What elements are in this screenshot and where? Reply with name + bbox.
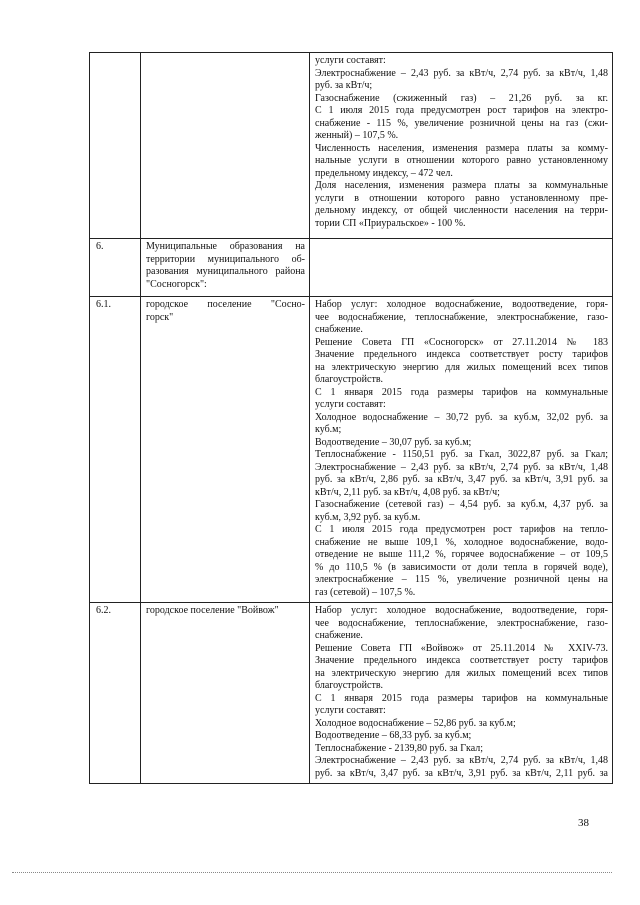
municipality-name-line: "Сосногорск":	[146, 278, 207, 290]
tariff-details-line: нальные услуги в отношении которого равно установленному	[315, 155, 608, 166]
tariff-details-line: Газоснабжение (сетевой газ) – 4,54 руб. за куб.м, 4,37 руб. за	[315, 499, 608, 510]
row-number-cell	[90, 603, 141, 784]
row-number: 6.2.	[96, 605, 111, 616]
tariff-details-line: % до 110,5 % (в зависимости от доли тепла в горячей воде),	[315, 561, 608, 573]
municipality-name-cell	[141, 239, 310, 297]
tariff-details-line: снабжение не выше 109,1 %, холодное водоснабжение, водо-	[315, 536, 608, 548]
tariff-details-line: куб.м;	[315, 424, 342, 435]
tariff-details-line: предельному индексу, – 472 чел.	[315, 167, 453, 179]
tariff-table-body	[90, 53, 613, 784]
tariff-details-line: на электрическую энергию для жилых помещений всех типов	[315, 361, 608, 373]
tariff-details-cell	[310, 53, 613, 239]
tariff-details-line: С 1 июля 2015 года предусмотрен рост тарифов на электро-	[315, 105, 608, 116]
tariff-details-line: снабжение.	[315, 630, 363, 641]
tariff-details-line: тории СП «Приуральское» - 100 %.	[315, 217, 466, 229]
tariff-details-line: руб. за кВт/ч, 2,86 руб. за кВт/ч, 3,47 руб. за кВт/ч, 3,91 руб. за	[315, 474, 608, 485]
scan-edge-line	[12, 872, 612, 873]
row-number-cell	[90, 53, 141, 239]
tariff-details-line: Электроснабжение – 2,43 руб. за кВт/ч, 2,74 руб. за кВт/ч, 1,48	[315, 67, 608, 79]
tariff-details-line: куб.м, 3,92 руб. за куб.м.	[315, 511, 421, 523]
municipality-name-line: городское поселение "Войвож"	[146, 605, 279, 616]
tariff-details-line: отведение не выше 111,2 %, горячее водоснабжение – от 109,5	[315, 549, 608, 560]
tariff-details-cell	[310, 297, 613, 603]
tariff-details-line: Значение предельного индекса соответствует росту тарифов	[315, 349, 608, 360]
tariff-details-line: Газоснабжение (сжиженный газ) – 21,26 руб. за кг.	[315, 92, 608, 104]
row-number-cell	[90, 239, 141, 297]
table-row	[90, 603, 613, 784]
row-number: 6.	[96, 241, 104, 252]
table-row	[90, 239, 613, 297]
tariff-details-line: Доля населения, изменения размера платы за коммунальные	[315, 180, 608, 191]
tariff-details-line: Набор услуг: холодное водоснабжение, водоотведение, горя-	[315, 605, 608, 616]
tariff-details-line: Холодное водоснабжение – 52,86 руб. за куб.м;	[315, 717, 516, 729]
tariff-details-line: Электроснабжение – 2,43 руб. за кВт/ч, 2,74 руб. за кВт/ч, 1,48	[315, 755, 608, 766]
tariff-details-line: Теплоснабжение - 1150,51 руб. за Гкал, 3022,87 руб. за Гкал;	[315, 449, 608, 460]
municipality-name-cell	[141, 603, 310, 784]
tariff-details-line: чее водоснабжение, теплоснабжение, электроснабжение, газо-	[315, 311, 608, 323]
tariff-details-line: кВт/ч, 2,11 руб. за кВт/ч, 4,08 руб. за кВт/ч;	[315, 486, 500, 498]
municipality-name-cell	[141, 53, 310, 239]
row-number: 6.1.	[96, 299, 111, 310]
tariff-details-line: С 1 января 2015 года размеры тарифов на коммунальные	[315, 386, 608, 398]
municipality-name-line: городское поселение "Сосно-	[146, 299, 305, 310]
tariff-details-line: Теплоснабжение - 2139,80 руб. за Гкал;	[315, 742, 484, 754]
tariff-details-line: газ (сетевой) – 107,5 %.	[315, 586, 416, 598]
tariff-details-line: услуги составят:	[315, 705, 386, 716]
tariff-details-line: Водоотведение – 68,33 руб. за куб.м;	[315, 730, 472, 741]
tariff-details-cell	[310, 603, 613, 784]
tariff-table	[89, 52, 613, 784]
municipality-name-line: территории муниципального об-	[146, 253, 305, 265]
tariff-details-line: Водоотведение – 30,07 руб. за куб.м;	[315, 436, 472, 448]
tariff-details-line: благоустройств.	[315, 374, 384, 385]
tariff-details-line: женный) – 107,5 %.	[315, 130, 399, 141]
tariff-details-line: услуги в отношении которого равно установленному пре-	[315, 192, 608, 204]
tariff-details-line: электроснабжение – 115 %, увеличение розничной цены на	[315, 574, 608, 585]
tariff-details-line: руб. за кВт/ч;	[315, 80, 373, 91]
tariff-details-line: чее водоснабжение, теплоснабжение, электроснабжение, газо-	[315, 617, 608, 629]
municipality-name-line: разования муниципального района	[146, 266, 305, 277]
table-row	[90, 297, 613, 603]
tariff-details-line: снабжение.	[315, 324, 363, 335]
table-row	[90, 53, 613, 239]
municipality-name-cell	[141, 297, 310, 603]
tariff-details-line: на электрическую энергию для жилых помещений всех типов	[315, 667, 608, 679]
tariff-details-line: Значение предельного индекса соответствует росту тарифов	[315, 655, 608, 666]
tariff-details-line: Набор услуг: холодное водоснабжение, водоотведение, горя-	[315, 299, 608, 310]
tariff-details-line: снабжение - 115 %, увеличение розничной цены на газ (сжи-	[315, 117, 608, 129]
tariff-details-line: Решение Совета ГП «Сосногорск» от 27.11.2014 № 183	[315, 336, 608, 348]
tariff-details-line: благоустройств.	[315, 680, 384, 691]
municipality-name-line: горск"	[146, 311, 174, 323]
tariff-details-line: Холодное водоснабжение – 30,72 руб. за куб.м, 32,02 руб. за	[315, 411, 608, 423]
tariff-details-line: С 1 июля 2015 года предусмотрен рост тарифов на тепло-	[315, 524, 608, 535]
tariff-details-line: руб. за кВт/ч, 3,47 руб. за кВт/ч, 3,91 руб. за кВт/ч, 2,11 руб. за	[315, 767, 608, 779]
tariff-details-line: услуги составят:	[315, 399, 386, 410]
tariff-details-line: С 1 января 2015 года размеры тарифов на коммунальные	[315, 692, 608, 704]
tariff-details-line: Численность населения, изменения размера платы за комму-	[315, 142, 608, 154]
tariff-details-cell	[310, 239, 613, 297]
tariff-details-line: услуги составят:	[315, 55, 386, 66]
tariff-details-line: дельному индексу, от общей численности населения на терри-	[315, 205, 608, 216]
tariff-details-line: Электроснабжение – 2,43 руб. за кВт/ч, 2,74 руб. за кВт/ч, 1,48	[315, 461, 608, 473]
page-number: 38	[578, 817, 589, 829]
municipality-name-line: Муниципальные образования на	[146, 241, 305, 252]
row-number-cell	[90, 297, 141, 603]
tariff-details-line: Решение Совета ГП «Войвож» от 25.11.2014 № XXIV-73.	[315, 642, 608, 654]
